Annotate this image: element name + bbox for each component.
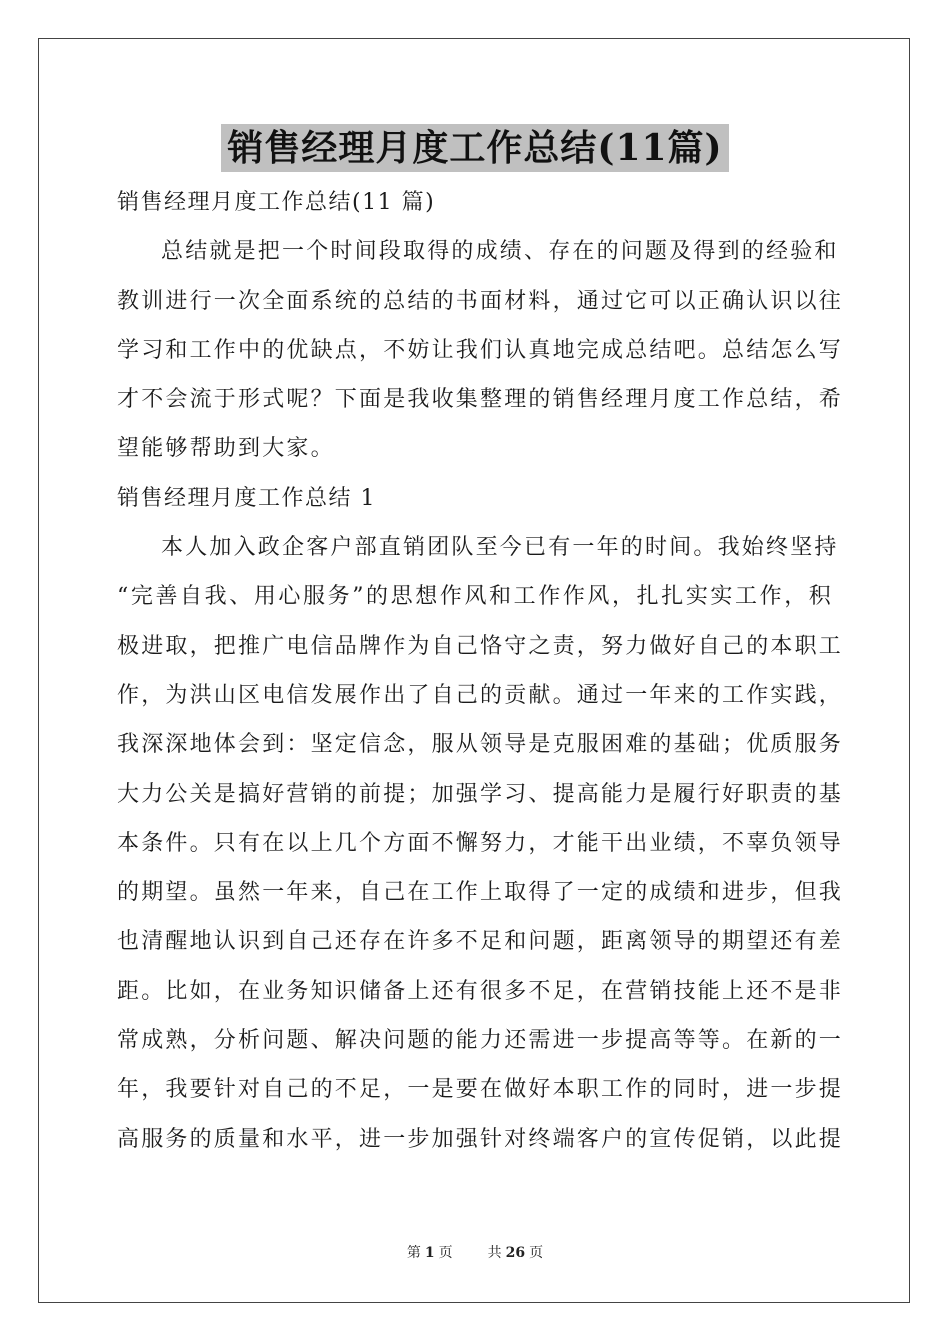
section-line: 年，我要针对自己的不足，一是要在做好本职工作的同时，进一步提: [117, 1077, 844, 1103]
section-line: 本人加入政企客户部直销团队至今已有一年的时间。我始终坚持: [161, 535, 839, 561]
total-pages-number: 26: [505, 1245, 526, 1261]
section-heading: 销售经理月度工作总结 1: [117, 485, 376, 511]
title-container: [0, 124, 950, 172]
page-footer: [0, 1242, 950, 1262]
intro-line: 总结就是把一个时间段取得的成绩、存在的问题及得到的经验和: [161, 239, 839, 265]
page-prefix: 第: [406, 1245, 421, 1261]
section-line: 距。比如，在业务知识储备上还有很多不足，在营销技能上还不是非: [117, 978, 844, 1004]
section-line: 极进取，把推广电信品牌作为自己恪守之责，努力做好自己的本职工: [117, 633, 844, 659]
intro-line: 教训进行一次全面系统的总结的书面材料，通过它可以正确认识以往: [117, 288, 844, 314]
current-page-number: 1: [424, 1245, 435, 1261]
section-line: 我深深地体会到：坚定信念，服从领导是克服困难的基础；优质服务: [117, 732, 844, 758]
section-line: 本条件。只有在以上几个方面不懈努力，才能干出业绩，不辜负领导: [117, 830, 844, 856]
section-line: 的期望。虽然一年来，自己在工作上取得了一定的成绩和进步，但我: [117, 880, 844, 906]
total-prefix: 共: [487, 1245, 502, 1261]
section-line: 大力公关是搞好营销的前提；加强学习、提高能力是履行好职责的基: [117, 781, 844, 807]
section-line: 作，为洪山区电信发展作出了自己的贡献。通过一年来的工作实践，: [117, 682, 844, 708]
intro-line: 才不会流于形式呢？下面是我收集整理的销售经理月度工作总结，希: [117, 387, 844, 413]
document-body: [117, 178, 844, 1164]
intro-line: 学习和工作中的优缺点，不妨让我们认真地完成总结吧。总结怎么写: [117, 337, 844, 363]
document-subtitle: 销售经理月度工作总结(11 篇): [117, 190, 436, 215]
section-line: 高服务的质量和水平，进一步加强针对终端客户的宣传促销，以此提: [117, 1126, 844, 1152]
section-line: “完善自我、用心服务”的思想作风和工作作风，扎扎实实工作，积: [117, 584, 833, 610]
document-title: 销售经理月度工作总结(11篇): [221, 124, 728, 172]
total-suffix: 页: [529, 1245, 544, 1261]
intro-line: 望能够帮助到大家。: [117, 436, 335, 462]
page-suffix: 页: [438, 1245, 453, 1261]
section-line: 常成熟，分析问题、解决问题的能力还需进一步提高等等。在新的一: [117, 1028, 844, 1054]
section-line: 也清醒地认识到自己还存在许多不足和问题，距离领导的期望还有差: [117, 929, 844, 955]
